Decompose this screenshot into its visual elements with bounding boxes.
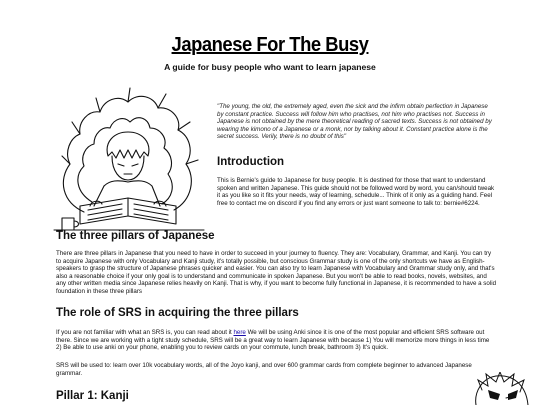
- srs-usage-text: SRS will be used to: learn over 10k vocabulary words, all of the Joyo kanji, and over 600 grammar cards from complete beginner to advanced Japanese grammar.: [56, 362, 472, 377]
- srs-info-link[interactable]: here: [233, 329, 246, 336]
- srs-text: [56, 329, 496, 352]
- motivational-quote: "The young, the old, the extremely aged, even the sick and the infirm obtain perfection in Japanese by constant practice. Success will follow him who practises, not him who practises not. Success in Japanese is not obtained by the mere theoretical reading of sacred texts. Success is not obtained by wearing the kimono of a Japanese or a monk, nor by talking about it. Constant practice alone is the secret success. Verily, there is no doubt of this": [217, 103, 492, 141]
- pillars-heading: The three pillars of Japanese: [56, 230, 215, 242]
- pillars-text: There are three pillars in Japanese that you need to have in order to succeed in your journey to fluency. They are: Vocabulary, Grammar, and Kanji. You can try to acquire Japanese with only Vocabulary and Kanji study, it's totally possible, but conscious Grammar study is one of the only shortcuts we have as English-speakers to grasp the structure of Japanese phrases quicker and easier. You can also try to learn Japanese with Vocabulary and Grammar study only, and that's also a reasonable choice if your only goal is to understand and communicate in spoken Japanese. But you won't be able to read books, novels, websites, and any other written media since Japanese relies heavily on Kanji. That is why, if you want to become fully functional in Japanese, it is recommended to have a solid foundation in these three pillars: [56, 250, 497, 295]
- pillar1-heading: Pillar 1: Kanji: [56, 390, 129, 402]
- reading-student-illustration: [44, 82, 212, 242]
- site-title: Japanese For The Busy: [171, 34, 369, 56]
- introduction-heading: Introduction: [217, 156, 285, 168]
- srs-text-start: If you are not familiar with what an SRS is, you can read about it: [56, 329, 234, 336]
- srs-heading: The role of SRS in acquiring the three pillars: [56, 307, 299, 319]
- site-subtitle: A guide for busy people who want to learn japanese: [164, 62, 376, 72]
- srs-text-end: We will be using Anki since it is one of the most popular and efficient SRS software out there. Since we are working with a tight study schedule, SRS will be a great way to learn Japanese with because 1) You will memorize more things in less time 2) Be able to use anki on your phone, enabling you to review cards on your commute, lunch break, bathroom 3) It's quick.: [56, 329, 490, 352]
- manga-face-illustration: [472, 372, 530, 405]
- introduction-text: This is Bernie's guide to Japanese for busy people. It is destined for those that want to understand spoken and written Japanese. This guide should not be followed word by word, you can/should tweak it as you like so it fits your needs, way of learning, schedule... Think of it only as a guiding hand. Feel free to contact me on discord if you find any errors or just want someone to talk to: bernie#6224.: [217, 177, 495, 207]
